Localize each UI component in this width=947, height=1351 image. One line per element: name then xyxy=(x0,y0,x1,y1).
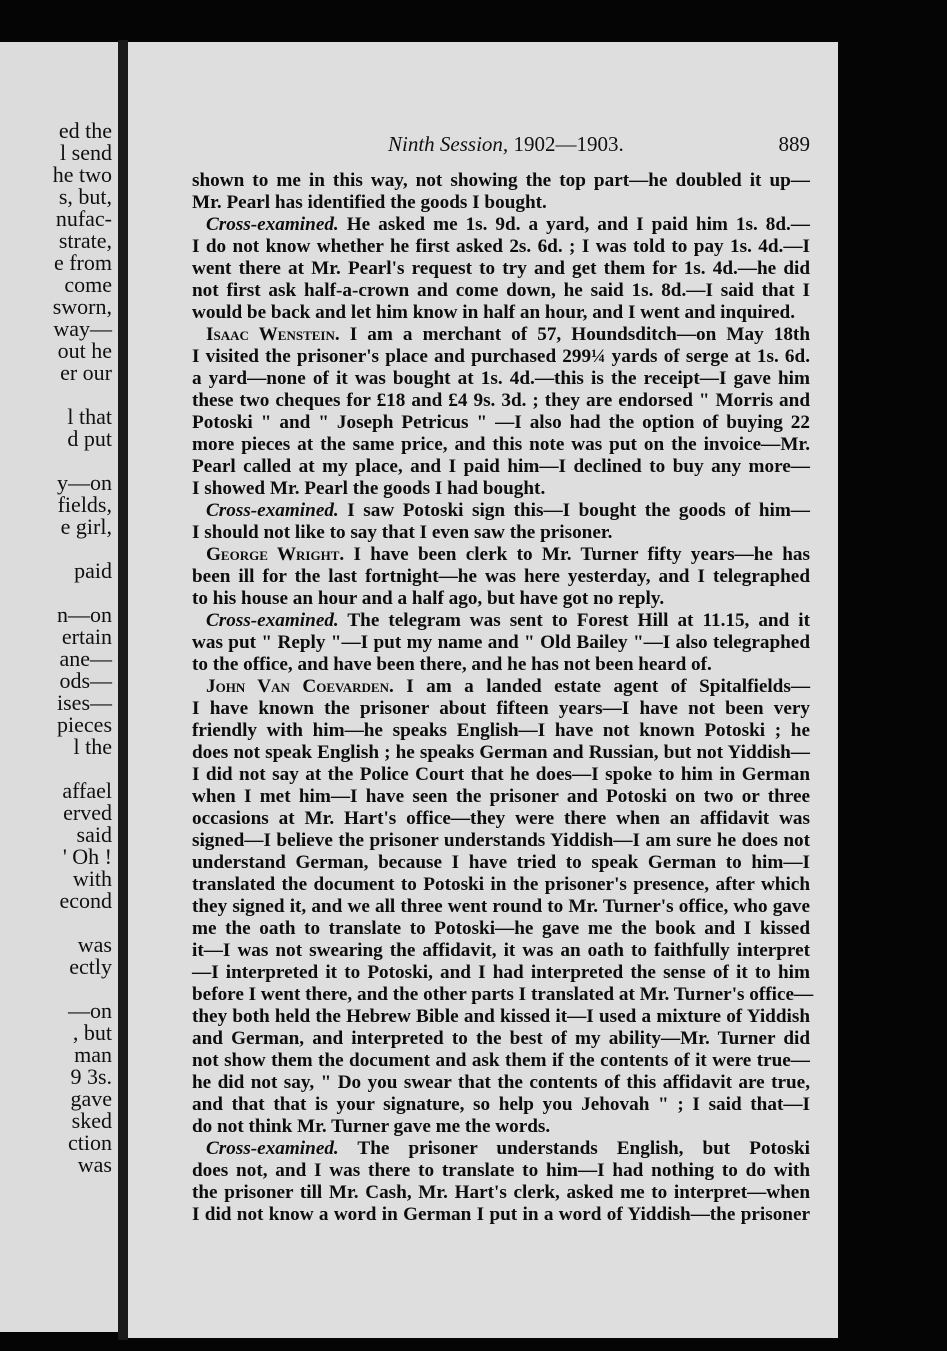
line-text: Potoski " and " Joseph Petricus " —I also had the option of buying 22 xyxy=(192,412,810,433)
text-line xyxy=(192,764,810,786)
line-text: when I met him—I have seen the prisoner and Potoski on two or three xyxy=(192,786,810,807)
line-text: I have been clerk to Mr. Turner fifty years—he has xyxy=(344,544,810,565)
text-line xyxy=(192,1072,810,1094)
text-line xyxy=(192,676,810,698)
line-text: do not think Mr. Turner gave me the words. xyxy=(192,1116,551,1137)
text-line xyxy=(192,324,810,346)
left-page-line: ises— xyxy=(57,690,112,715)
text-line xyxy=(192,852,810,874)
line-text: translated the document to Potoski in the prisoner's presence, after which xyxy=(192,874,810,895)
line-text: shown to me in this way, not showing the top part—he doubled it up— xyxy=(192,170,810,191)
cross-examined-label: Cross-examined. xyxy=(206,500,339,521)
left-page-line: gave xyxy=(70,1086,112,1111)
text-line xyxy=(192,544,810,566)
line-text: Pearl called at my place, and I paid him—I declined to buy any more— xyxy=(192,456,810,477)
left-page-line: said xyxy=(76,822,112,847)
left-page-line: ertain xyxy=(61,624,112,649)
left-page-line: was xyxy=(77,1152,112,1177)
line-text: Mr. Pearl has identified the goods I bought. xyxy=(192,192,547,213)
line-text: I saw Potoski sign this—I bought the goods of him— xyxy=(338,500,810,521)
left-page-line: affael xyxy=(62,778,112,803)
left-page-line: n—on xyxy=(57,602,112,627)
line-text: I have known the prisoner about fifteen years—I have not been very xyxy=(192,698,810,719)
text-line xyxy=(192,390,810,412)
text-line xyxy=(192,346,810,368)
left-page-line: way— xyxy=(53,316,112,341)
text-line xyxy=(192,918,810,940)
left-page-line: , but xyxy=(72,1020,112,1045)
line-text: He asked me 1s. 9d. a yard, and I paid him 1s. 8d.— xyxy=(338,214,810,235)
text-line xyxy=(192,1116,810,1138)
cross-examined-label: Cross-examined. xyxy=(206,1138,339,1159)
line-text: I am a merchant of 57, Houndsditch—on May 18th xyxy=(339,324,810,345)
text-line xyxy=(192,588,810,610)
left-page-line: e girl, xyxy=(60,514,112,539)
left-page-line: e from xyxy=(53,250,112,275)
text-line xyxy=(192,236,810,258)
line-text: it—I was not swearing the affidavit, it was an oath to faithfully interpret xyxy=(192,940,810,961)
line-text: and German, and interpreted to the best of my ability—Mr. Turner did xyxy=(192,1028,810,1049)
left-page-line: sked xyxy=(71,1108,112,1133)
text-line xyxy=(192,610,810,632)
running-head xyxy=(388,132,624,157)
left-page-line: pieces xyxy=(57,712,112,737)
line-text: and that that is your signature, so help you Jehovah " ; I said that—I xyxy=(192,1094,810,1115)
line-text: not first ask half-a-crown and come down, he said 1s. 8d.—I said that I xyxy=(192,280,810,301)
left-page-line: paid xyxy=(74,558,112,583)
left-page-line: y—on xyxy=(57,470,112,495)
line-text: not show them the document and ask them if the contents of it were true— xyxy=(192,1050,810,1071)
left-page-line: he two xyxy=(52,162,112,187)
cross-examined-label: Cross-examined. xyxy=(206,610,339,631)
witness-name: Isaac Wenstein. xyxy=(206,324,340,345)
line-text: they signed it, and we all three went round to Mr. Turner's office, who gave xyxy=(192,896,810,917)
line-text: does not speak English ; he speaks German and Russian, but not Yiddish— xyxy=(192,742,810,763)
right-page xyxy=(128,42,838,1338)
line-text: occasions at Mr. Hart's office—they were there when an affidavit was xyxy=(192,808,810,829)
left-page-line: s, but, xyxy=(58,184,112,209)
line-text: the prisoner till Mr. Cash, Mr. Hart's clerk, asked me to interpret—when xyxy=(192,1182,810,1203)
line-text: The telegram was sent to Forest Hill at 11.15, and it xyxy=(338,610,810,631)
witness-name: John Van Coevarden. xyxy=(206,676,394,697)
left-page-line: d put xyxy=(67,426,112,451)
left-page-line: sworn, xyxy=(52,294,112,319)
line-text: I did not know a word in German I put in a word of Yiddish—the prisoner xyxy=(192,1204,810,1225)
text-line xyxy=(192,280,810,302)
left-page-line: econd xyxy=(59,888,112,913)
text-line xyxy=(192,1050,810,1072)
left-page-line: erved xyxy=(63,800,112,825)
text-line xyxy=(192,500,810,522)
text-line xyxy=(192,940,810,962)
left-page-line: ectly xyxy=(69,954,112,979)
text-line xyxy=(192,1006,810,1028)
line-text: I am a landed estate agent of Spitalfields— xyxy=(393,676,810,697)
line-text: they both held the Hebrew Bible and kissed it—I used a mixture of Yiddish xyxy=(192,1006,810,1027)
text-line xyxy=(192,830,810,852)
line-text: to the office, and have been there, and he has not been heard of. xyxy=(192,654,712,675)
text-line xyxy=(192,1094,810,1116)
session-label: Ninth Session, xyxy=(388,132,509,156)
left-page-line: l that xyxy=(67,404,112,429)
line-text: —I interpreted it to Potoski, and I had interpreted the sense of it to him xyxy=(192,962,810,983)
left-page-line: l the xyxy=(73,734,112,759)
text-line xyxy=(192,258,810,280)
left-page-line: 9 3s. xyxy=(70,1064,112,1089)
left-page-line: out he xyxy=(57,338,112,363)
left-page-fragment xyxy=(0,42,118,1332)
line-text: to his house an hour and a half ago, but have got no reply. xyxy=(192,588,665,609)
line-text: I do not know whether he first asked 2s. 6d. ; I was told to pay 1s. 4d.—I xyxy=(192,236,810,257)
line-text: friendly with him—he speaks English—I have not known Potoski ; he xyxy=(192,720,810,741)
page-header xyxy=(128,132,818,162)
scan-background xyxy=(838,42,947,1338)
left-page-line: ane— xyxy=(59,646,112,671)
text-line xyxy=(192,786,810,808)
left-page-line: ction xyxy=(68,1130,112,1155)
line-text: he did not say, " Do you swear that the contents of this affidavit are true, xyxy=(192,1072,810,1093)
text-line xyxy=(192,302,810,324)
left-page-line: ' Oh ! xyxy=(62,844,112,869)
line-text: understand German, because I have tried to speak German to him—I xyxy=(192,852,810,873)
text-line xyxy=(192,632,810,654)
left-page-line: strate, xyxy=(58,228,112,253)
left-page-line: er our xyxy=(60,360,112,385)
left-page-line: nufac- xyxy=(55,206,112,231)
line-text: been ill for the last fortnight—he was here yesterday, and I telegraphed xyxy=(192,566,810,587)
text-line xyxy=(192,478,810,500)
text-line xyxy=(192,368,810,390)
left-page-line: come xyxy=(64,272,112,297)
line-text: more pieces at the same price, and this note was put on the invoice—Mr. xyxy=(192,434,810,455)
left-page-line: —on xyxy=(68,998,112,1023)
text-line xyxy=(192,720,810,742)
text-line xyxy=(192,192,810,214)
text-line xyxy=(192,214,810,236)
text-line xyxy=(192,434,810,456)
page-number: 889 xyxy=(778,132,810,156)
left-page-line: ods— xyxy=(59,668,112,693)
cross-examined-label: Cross-examined. xyxy=(206,214,339,235)
line-text: I did not say at the Police Court that he does—I spoke to him in German xyxy=(192,764,810,785)
left-page-line: with xyxy=(72,866,112,891)
line-text: I visited the prisoner's place and purchased 299¼ yards of serge at 1s. 6d. xyxy=(192,346,810,367)
line-text: does not, and I was there to translate to him—I had nothing to do with xyxy=(192,1160,810,1181)
book-gutter xyxy=(118,40,128,1340)
text-line xyxy=(192,984,814,1006)
session-years: 1902—1903. xyxy=(513,132,624,156)
text-line xyxy=(192,962,810,984)
left-page-line: l send xyxy=(60,140,112,165)
line-text: signed—I believe the prisoner understands Yiddish—I am sure he does not xyxy=(192,830,810,851)
text-line xyxy=(192,412,810,434)
text-line xyxy=(192,1160,810,1182)
left-page-line: man xyxy=(74,1042,112,1067)
text-line xyxy=(192,698,810,720)
line-text: a yard—none of it was bought at 1s. 4d.—this is the receipt—I gave him xyxy=(192,368,810,389)
line-text: would be back and let him know in half an hour, and I went and inquired. xyxy=(192,302,796,323)
text-line xyxy=(192,1182,810,1204)
text-line xyxy=(192,808,810,830)
text-line xyxy=(192,874,810,896)
text-line xyxy=(192,1204,810,1226)
body-text xyxy=(192,170,814,1226)
text-line xyxy=(192,566,810,588)
left-page-line: ed the xyxy=(58,118,112,143)
line-text: was put " Reply "—I put my name and " Old Bailey "—I also telegraphed xyxy=(192,632,810,653)
text-line xyxy=(192,1028,810,1050)
text-line xyxy=(192,456,810,478)
line-text: me the oath to translate to Potoski—he gave me the book and I kissed xyxy=(192,918,810,939)
text-line xyxy=(192,654,810,676)
text-line xyxy=(192,170,810,192)
line-text: went there at Mr. Pearl's request to try and get them for 1s. 4d.—he did xyxy=(192,258,810,279)
text-line xyxy=(192,896,810,918)
line-text: The prisoner understands English, but Potoski xyxy=(338,1138,810,1159)
left-page-line: was xyxy=(77,932,112,957)
left-page-line: fields, xyxy=(57,492,112,517)
text-line xyxy=(192,742,810,764)
line-text: before I went there, and the other parts I translated at Mr. Turner's office— xyxy=(192,984,814,1005)
text-line xyxy=(192,522,810,544)
line-text: these two cheques for £18 and £4 9s. 3d. ; they are endorsed " Morris and xyxy=(192,390,810,411)
text-line xyxy=(192,1138,810,1160)
line-text: I showed Mr. Pearl the goods I had bought. xyxy=(192,478,546,499)
witness-name: George Wright. xyxy=(206,544,345,565)
line-text: I should not like to say that I even saw the prisoner. xyxy=(192,522,613,543)
